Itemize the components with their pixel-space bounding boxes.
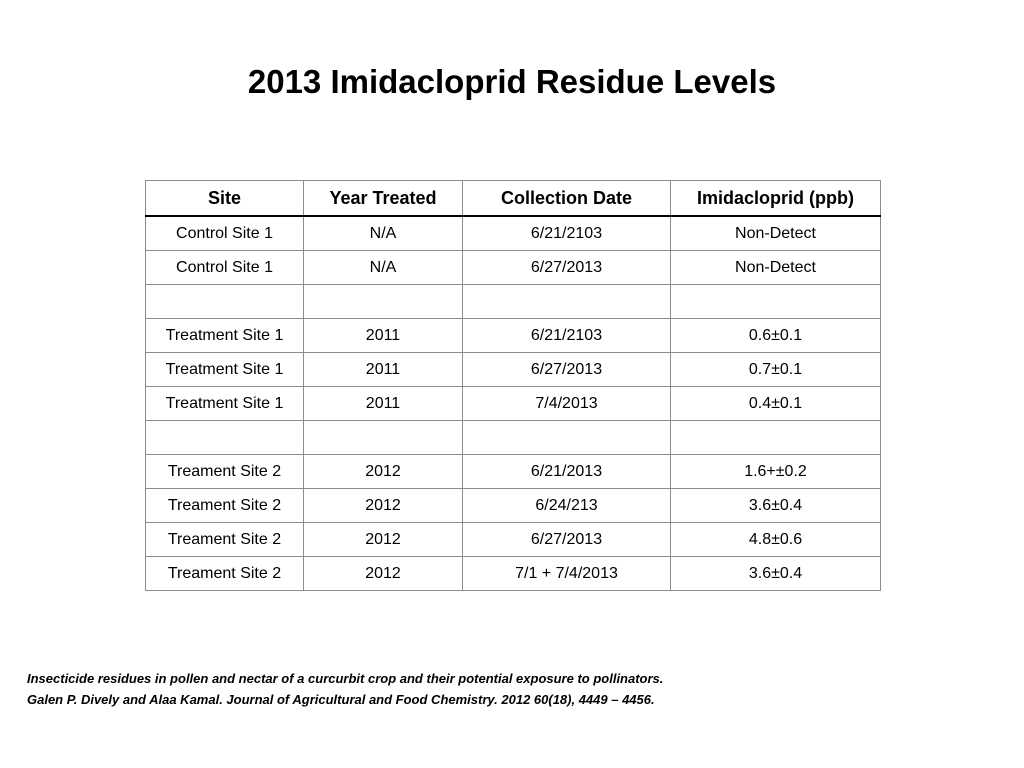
- cell-year: 2012: [304, 523, 463, 557]
- cell-year: [304, 421, 463, 455]
- cell-site: Control Site 1: [146, 216, 304, 251]
- cell-site: Treatment Site 1: [146, 387, 304, 421]
- cell-site: [146, 421, 304, 455]
- cell-year: 2011: [304, 387, 463, 421]
- cell-site: Treament Site 2: [146, 523, 304, 557]
- cell-level: 4.8±0.6: [671, 523, 881, 557]
- header-imidacloprid-ppb: Imidacloprid (ppb): [671, 181, 881, 217]
- cell-year: N/A: [304, 216, 463, 251]
- table-row: [146, 251, 881, 285]
- cell-site: [146, 285, 304, 319]
- page-title: 2013 Imidacloprid Residue Levels: [247, 63, 777, 100]
- residue-table: [145, 180, 881, 591]
- cell-level: Non-Detect: [671, 216, 881, 251]
- cell-level: 0.7±0.1: [671, 353, 881, 387]
- cell-level: [671, 285, 881, 319]
- citation-title: Insecticide residues in pollen and nectar of a curcurbit crop and their potential exposure to pollinators.: [27, 671, 664, 686]
- cell-year: 2011: [304, 319, 463, 353]
- cell-date: 6/27/2013: [463, 353, 671, 387]
- cell-year: N/A: [304, 251, 463, 285]
- cell-level: 3.6±0.4: [671, 557, 881, 591]
- cell-date: 6/21/2103: [463, 319, 671, 353]
- cell-date: [463, 421, 671, 455]
- cell-level: 3.6±0.4: [671, 489, 881, 523]
- cell-level: 1.6+±0.2: [671, 455, 881, 489]
- cell-year: 2012: [304, 455, 463, 489]
- cell-year: 2012: [304, 557, 463, 591]
- cell-date: 7/1 + 7/4/2013: [463, 557, 671, 591]
- table-row-spacer: [146, 285, 881, 319]
- table-row: [146, 319, 881, 353]
- cell-year: [304, 285, 463, 319]
- residue-table-container: [145, 180, 880, 591]
- table-header-row: [146, 181, 881, 217]
- cell-date: 6/27/2013: [463, 523, 671, 557]
- cell-date: 7/4/2013: [463, 387, 671, 421]
- table-row: [146, 557, 881, 591]
- cell-date: [463, 285, 671, 319]
- cell-year: 2011: [304, 353, 463, 387]
- header-site: Site: [146, 181, 304, 217]
- header-collection-date: Collection Date: [463, 181, 671, 217]
- table-row: [146, 387, 881, 421]
- table-row: [146, 489, 881, 523]
- header-year-treated: Year Treated: [304, 181, 463, 217]
- cell-date: 6/27/2013: [463, 251, 671, 285]
- table-row: [146, 455, 881, 489]
- cell-date: 6/21/2013: [463, 455, 671, 489]
- cell-year: 2012: [304, 489, 463, 523]
- cell-site: Treament Site 2: [146, 455, 304, 489]
- cell-site: Treament Site 2: [146, 557, 304, 591]
- cell-site: Treatment Site 1: [146, 353, 304, 387]
- cell-level: Non-Detect: [671, 251, 881, 285]
- cell-level: 0.4±0.1: [671, 387, 881, 421]
- cell-site: Treament Site 2: [146, 489, 304, 523]
- table-row: [146, 353, 881, 387]
- table-row: [146, 216, 881, 251]
- citation-authors: Galen P. Dively and Alaa Kamal. Journal of Agricultural and Food Chemistry. 2012 60(18), 4449 – 4456.: [27, 692, 655, 707]
- cell-level: [671, 421, 881, 455]
- table-row: [146, 523, 881, 557]
- citation: [27, 668, 1007, 710]
- cell-site: Treatment Site 1: [146, 319, 304, 353]
- table-row-spacer: [146, 421, 881, 455]
- cell-date: 6/24/213: [463, 489, 671, 523]
- cell-level: 0.6±0.1: [671, 319, 881, 353]
- cell-date: 6/21/2103: [463, 216, 671, 251]
- cell-site: Control Site 1: [146, 251, 304, 285]
